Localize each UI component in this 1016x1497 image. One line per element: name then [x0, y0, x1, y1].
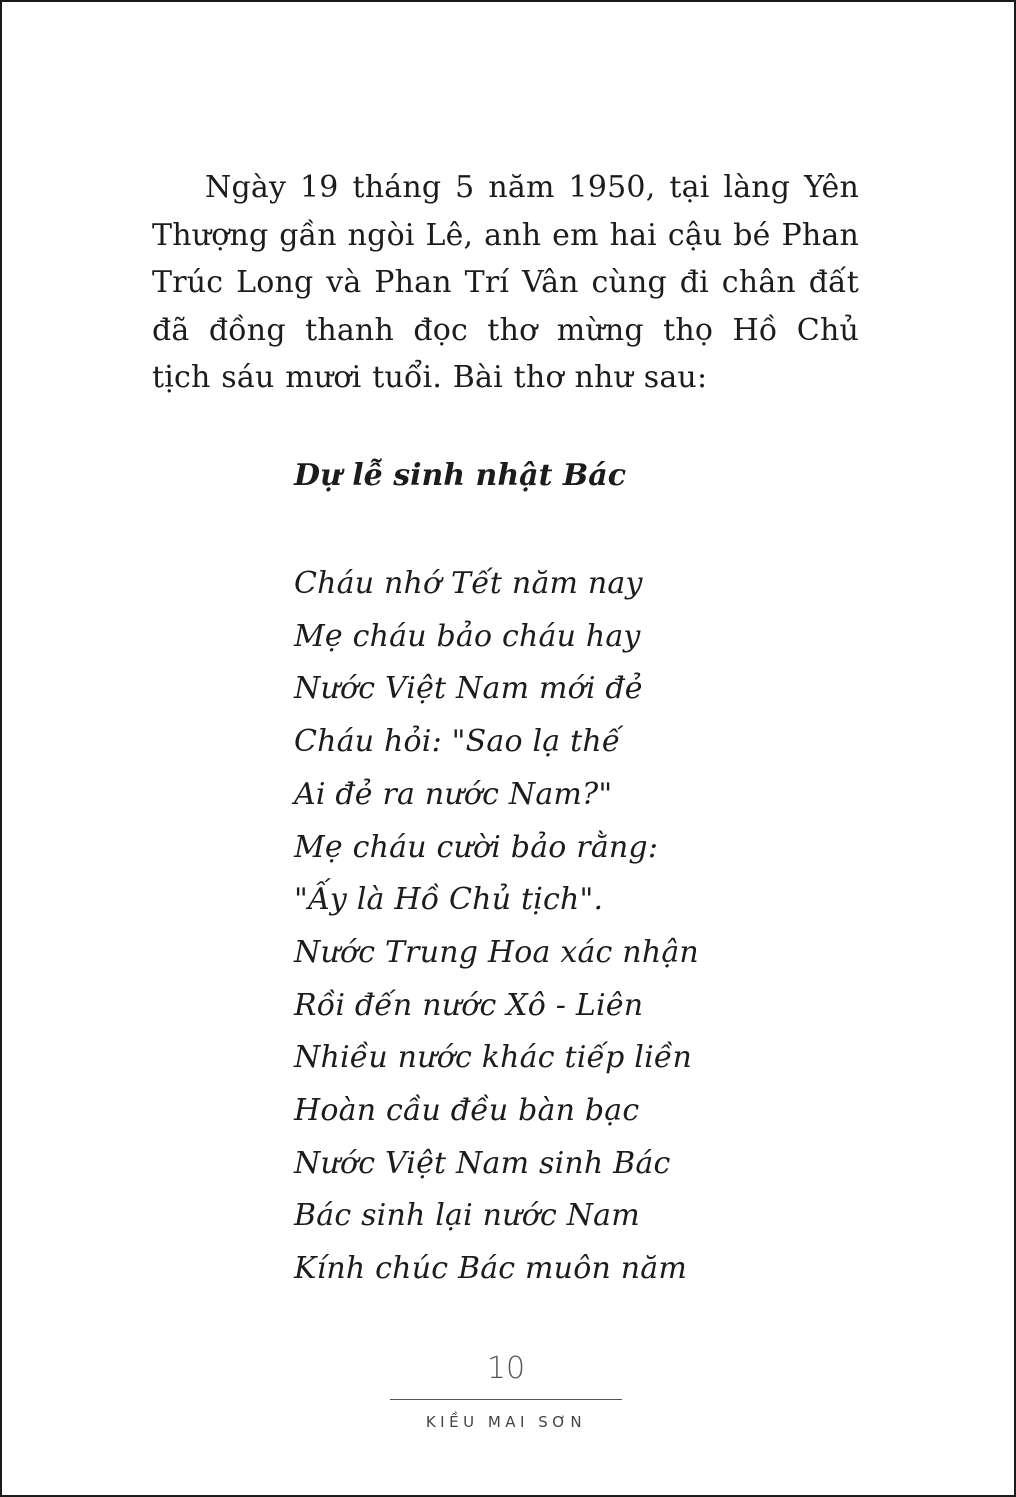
- poem-line: Ai đẻ ra nước Nam?": [294, 776, 613, 812]
- poem-line: Rồi đến nước Xô - Liên: [294, 987, 644, 1023]
- poem-line: Cháu nhớ Tết năm nay: [294, 566, 643, 601]
- footer-divider: [390, 1399, 622, 1400]
- poem-line: Nhiều nước khác tiếp liền: [294, 1040, 693, 1076]
- page-number: 10: [486, 1351, 526, 1386]
- intro-paragraph: Ngày 19 tháng 5 năm 1950, tại làng Yên Thượng gần ngòi Lê, anh em hai cậu bé Phan Trúc Long và Phan Trí Vân cùng đi chân đất đã đồng thanh đọc thơ mừng thọ Hồ Chủ tịch sáu mươi tuổi. Bài thơ như sau:: [152, 170, 859, 396]
- page-footer: [390, 1346, 622, 1432]
- poem-body: [294, 558, 699, 1296]
- poem-line: Mẹ cháu bảo cháu hay: [294, 618, 641, 654]
- poem-line: Nước Trung Hoa xác nhận: [294, 934, 699, 970]
- poem-line: Nước Việt Nam sinh Bác: [294, 1145, 671, 1181]
- poem-title: Dự lễ sinh nhật Bác: [294, 458, 626, 493]
- poem-line: Kính chúc Bác muôn năm: [294, 1251, 687, 1287]
- poem-line: Bác sinh lại nước Nam: [294, 1198, 640, 1234]
- poem-line: Hoàn cầu đều bàn bạc: [294, 1093, 640, 1129]
- poem-line: "Ấy là Hồ Chủ tịch".: [294, 882, 604, 918]
- poem-line: Cháu hỏi: "Sao lạ thế: [294, 724, 621, 760]
- poem-line: Mẹ cháu cười bảo rằng:: [294, 829, 659, 865]
- author-name: KIỀU MAI SƠN: [425, 1413, 587, 1431]
- poem-line: Nước Việt Nam mới đẻ: [294, 671, 643, 707]
